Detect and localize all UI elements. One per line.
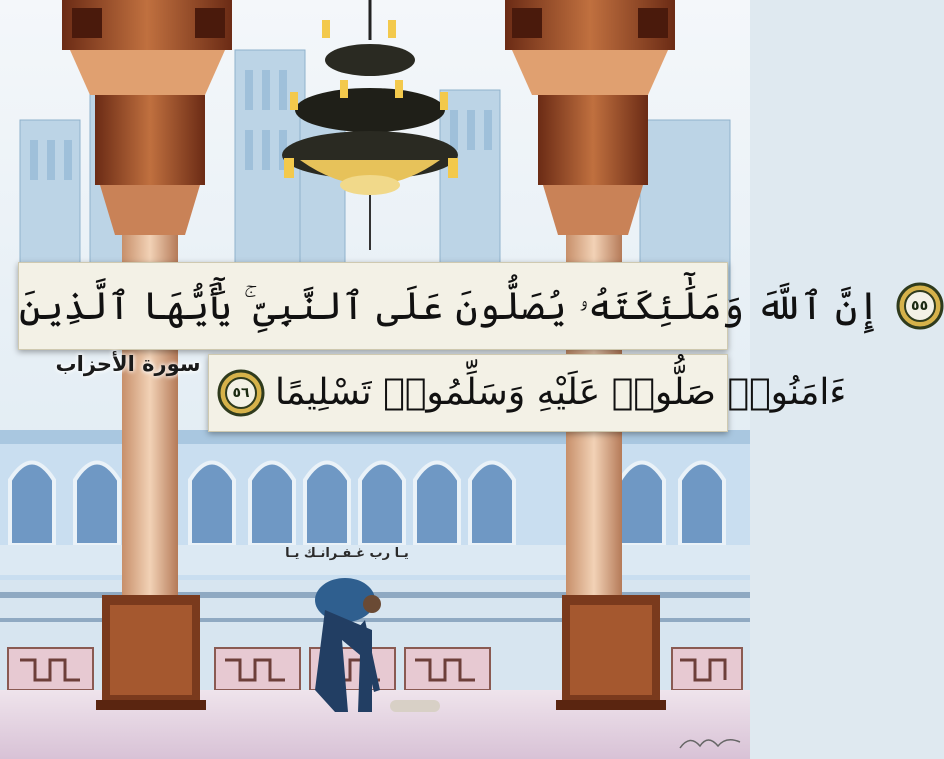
- ayah-marker-icon: [217, 369, 265, 417]
- ayah-marker-icon: [896, 282, 944, 330]
- verse-line-1-strip: [18, 262, 929, 350]
- ayah-number-56: ٥٦: [232, 385, 250, 401]
- dua-caption: يـا رب غـفـرانـك يـا: [285, 546, 409, 561]
- verse-line-2-strip: [208, 354, 847, 432]
- verse-line-1: إِنَّ ٱللَّهَ وَمَلَٰٓئِكَتَهُۥ يُصَلُّونَ عَلَى ٱلنَّبِىِّ ۚ يَٰٓأَيُّهَا ٱلَّذِينَ: [19, 284, 880, 328]
- ayah-number-55: ٥٥: [911, 298, 929, 314]
- surah-name: سورة الأحزاب: [55, 352, 201, 376]
- verse-banner: [18, 262, 929, 432]
- verse-line-2: ءَامَنُوا۟ صَلُّوا۟ عَلَيْهِ وَسَلِّمُوا۟ تَسْلِيمًا: [275, 372, 847, 413]
